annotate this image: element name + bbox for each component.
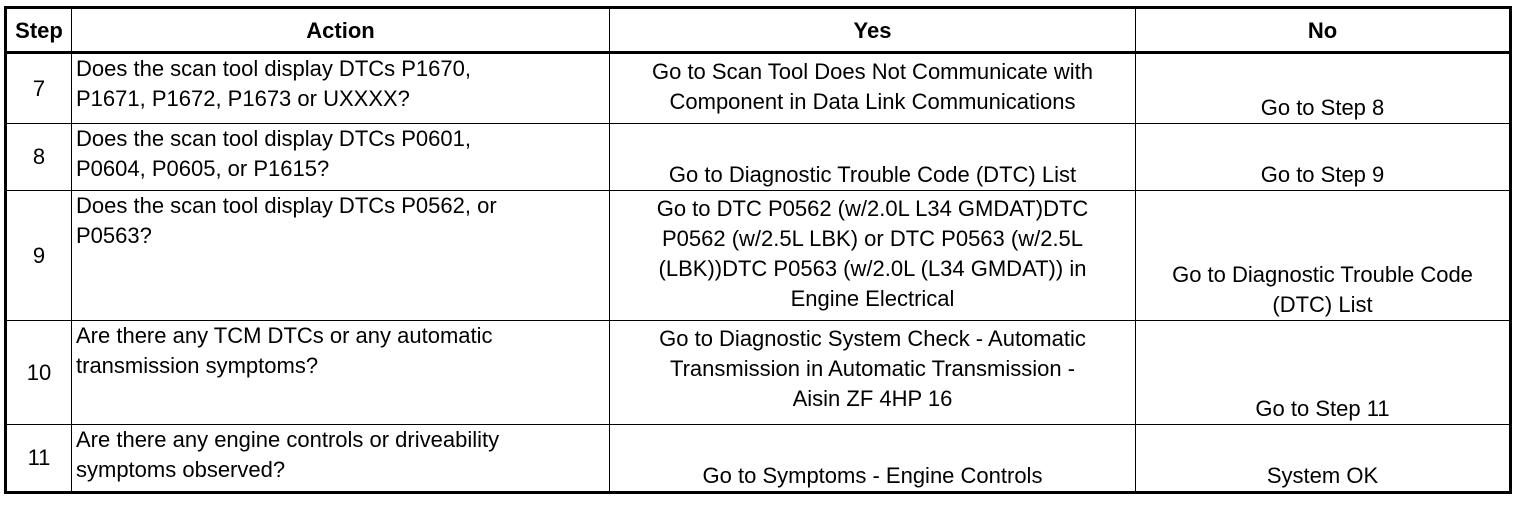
table-row	[6, 321, 1511, 425]
header-row	[6, 8, 1511, 53]
no-cell	[1136, 124, 1511, 191]
no-cell	[1136, 191, 1511, 321]
table-row	[6, 53, 1511, 124]
yes-link[interactable]: Go to DTC P0562 (w/2.0L L34 GMDAT)DTC P0562 (w/2.5L LBK) or DTC P0563 (w/2.5L (LBK))DTC P0563 (w/2.0L (L34 GMDAT)) in Engine Electrical	[656, 196, 1089, 311]
table-row	[6, 124, 1511, 191]
yes-cell	[610, 321, 1136, 425]
step-number: 7	[6, 53, 72, 124]
step-number: 9	[6, 191, 72, 321]
no-result: System OK	[1266, 463, 1379, 488]
action-cell	[72, 425, 610, 493]
action-text: Are there any TCM DTCs or any automatic transmission symptoms?	[76, 323, 493, 378]
step-number: 11	[6, 425, 72, 493]
yes-link[interactable]: Go to Diagnostic System Check - Automatic Transmission in Automatic Transmission - Aisin ZF 4HP 16	[659, 326, 1086, 411]
no-cell	[1136, 53, 1511, 124]
yes-cell	[610, 53, 1136, 124]
no-link[interactable]: Go to Step 9	[1260, 162, 1385, 187]
no-cell	[1136, 321, 1511, 425]
header-step: Step	[6, 8, 72, 53]
yes-link[interactable]: Go to Symptoms - Engine Controls	[702, 463, 1043, 488]
yes-cell	[610, 425, 1136, 493]
action-cell	[72, 53, 610, 124]
header-action: Action	[72, 8, 610, 53]
no-cell	[1136, 425, 1511, 493]
action-text: Are there any engine controls or driveability symptoms observed?	[76, 427, 500, 482]
action-text: Does the scan tool display DTCs P0601, P0604, P0605, or P1615?	[76, 126, 471, 181]
no-link[interactable]: Go to Step 11	[1255, 396, 1390, 421]
yes-cell	[610, 124, 1136, 191]
table-row	[6, 425, 1511, 493]
action-text: Does the scan tool display DTCs P1670, P1671, P1672, P1673 or UXXXX?	[76, 56, 471, 111]
yes-link[interactable]: Go to Diagnostic Trouble Code (DTC) List	[668, 162, 1077, 187]
header-yes: Yes	[610, 8, 1136, 53]
yes-link[interactable]: Go to Scan Tool Does Not Communicate with Component in Data Link Communications	[651, 59, 1094, 114]
step-number: 8	[6, 124, 72, 191]
action-cell	[72, 321, 610, 425]
action-cell	[72, 124, 610, 191]
no-link[interactable]: Go to Step 8	[1260, 95, 1385, 120]
header-no: No	[1136, 8, 1511, 53]
table-row	[6, 191, 1511, 321]
action-cell	[72, 191, 610, 321]
action-text: Does the scan tool display DTCs P0562, or P0563?	[76, 193, 497, 248]
yes-cell	[610, 191, 1136, 321]
diagnostic-table	[4, 6, 1512, 494]
no-link[interactable]: Go to Diagnostic Trouble Code (DTC) List	[1172, 262, 1473, 317]
step-number: 10	[6, 321, 72, 425]
